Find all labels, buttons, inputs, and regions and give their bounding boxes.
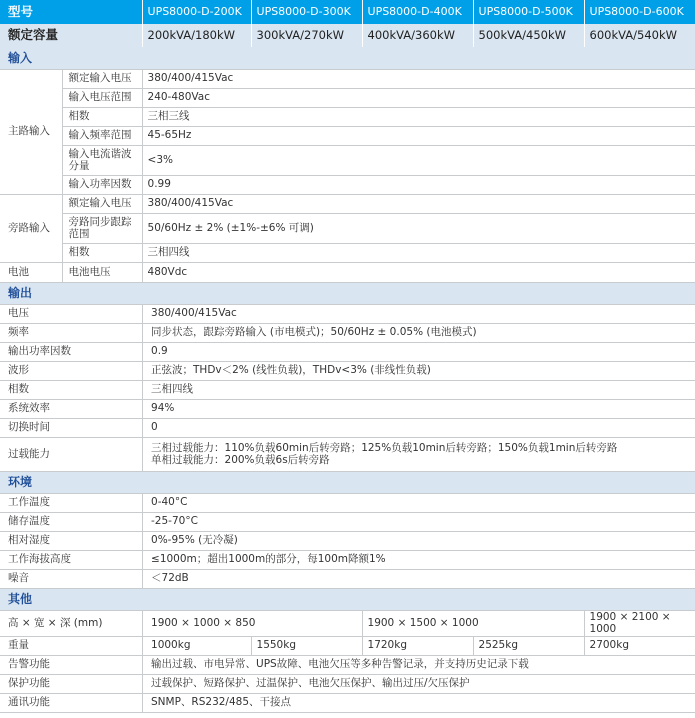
capacity-value: 400kVA/360kW (362, 24, 473, 47)
model-name: UPS8000-D-400K (362, 0, 473, 24)
weight-value: 2525kg (473, 636, 584, 655)
spec-value: 0 (146, 418, 695, 437)
spec-label: 噪音 (0, 569, 142, 588)
table-row (0, 610, 695, 636)
dimension-value: 1900 × 2100 × 1000 (584, 610, 695, 636)
spec-label: 重量 (0, 636, 142, 655)
table-row (0, 531, 695, 550)
spec-label: 保护功能 (0, 674, 142, 693)
model-header-label: 型号 (0, 0, 142, 24)
spec-label: 相数 (0, 380, 142, 399)
spec-value: 380/400/415Vac (142, 194, 695, 213)
spec-label: 额定输入电压 (62, 194, 142, 213)
spec-value: 正弦波；THDv＜2% (线性负载)，THDv<3% (非线性负载) (146, 361, 695, 380)
section-title: 其他 (0, 588, 695, 610)
table-row (0, 437, 695, 471)
section-title: 环境 (0, 471, 695, 493)
spec-label: 输出功率因数 (0, 342, 142, 361)
table-row (0, 693, 695, 712)
spec-label: 输入电流谐波分量 (62, 145, 142, 175)
spec-value: 480Vdc (142, 262, 695, 282)
table-row (0, 175, 695, 194)
section-title: 输出 (0, 282, 695, 304)
table-row (0, 126, 695, 145)
table-row (0, 361, 695, 380)
spec-value: 过载保护、短路保护、过温保护、电池欠压保护、输出过压/欠压保护 (146, 674, 695, 693)
spec-value: 0.9 (146, 342, 695, 361)
spec-value: 380/400/415Vac (142, 69, 695, 88)
spec-label: 相对湿度 (0, 531, 142, 550)
section-title: 输入 (0, 47, 695, 69)
table-row (0, 88, 695, 107)
spec-label: 工作海拔高度 (0, 550, 142, 569)
table-row (0, 418, 695, 437)
model-name: UPS8000-D-600K (584, 0, 695, 24)
model-header-row (0, 0, 695, 24)
spec-value: ≤1000m；超出1000m的部分，每100m降额1% (146, 550, 695, 569)
spec-label: 输入频率范围 (62, 126, 142, 145)
spec-label: 频率 (0, 323, 142, 342)
section-input (0, 47, 695, 69)
capacity-row (0, 24, 695, 47)
spec-label: 高 × 宽 × 深 (mm) (0, 610, 142, 636)
capacity-value: 200kVA/180kW (142, 24, 251, 47)
spec-value: 同步状态，跟踪旁路输入 (市电模式)；50/60Hz ± 0.05% (电池模式) (146, 323, 695, 342)
model-name: UPS8000-D-500K (473, 0, 584, 24)
spec-label: 电池电压 (62, 262, 142, 282)
spec-value: <3% (142, 145, 695, 175)
table-row (0, 69, 695, 88)
table-row (0, 399, 695, 418)
section-other (0, 588, 695, 610)
spec-label: 相数 (62, 107, 142, 126)
spec-label: 工作温度 (0, 493, 142, 512)
spec-value: -25-70°C (146, 512, 695, 531)
table-row (0, 304, 695, 323)
weight-value: 1000kg (146, 636, 251, 655)
spec-label: 额定输入电压 (62, 69, 142, 88)
spec-label: 储存温度 (0, 512, 142, 531)
table-row (0, 243, 695, 262)
spec-label: 系统效率 (0, 399, 142, 418)
section-output (0, 282, 695, 304)
spec-label: 通讯功能 (0, 693, 142, 712)
table-row (0, 323, 695, 342)
spec-label: 旁路同步跟踪范围 (62, 213, 142, 243)
spec-value: 三相四线 (142, 243, 695, 262)
spec-label: 过载能力 (0, 437, 142, 471)
dimension-value: 1900 × 1500 × 1000 (362, 610, 584, 636)
spec-value: 三相四线 (146, 380, 695, 399)
spec-label: 输入电压范围 (62, 88, 142, 107)
spec-value: 45-65Hz (142, 126, 695, 145)
spec-label: 输入功率因数 (62, 175, 142, 194)
dimension-value: 1900 × 1000 × 850 (146, 610, 362, 636)
table-row (0, 674, 695, 693)
table-row (0, 655, 695, 674)
spec-label: 波形 (0, 361, 142, 380)
spec-value: 240-480Vac (142, 88, 695, 107)
spec-label: 告警功能 (0, 655, 142, 674)
overload-line: 三相过载能力：110%负载60min后转旁路；125%负载10min后转旁路；150%负载1min后转旁路 (151, 441, 618, 454)
section-environment (0, 471, 695, 493)
model-name: UPS8000-D-300K (251, 0, 362, 24)
table-row (0, 493, 695, 512)
spec-value: 输出过载、市电异常、UPS故障、电池欠压等多种告警记录，并支持历史记录下载 (146, 655, 695, 674)
table-row (0, 213, 695, 243)
spec-value: 0-40°C (146, 493, 695, 512)
spec-value: 380/400/415Vac (146, 304, 695, 323)
spec-value: 0.99 (142, 175, 695, 194)
spec-value: 0%-95% (无冷凝) (146, 531, 695, 550)
model-name: UPS8000-D-200K (142, 0, 251, 24)
capacity-value: 600kVA/540kW (584, 24, 695, 47)
table-row (0, 262, 695, 282)
capacity-label: 额定容量 (0, 24, 142, 47)
group-label-bypass-input: 旁路输入 (0, 194, 62, 262)
table-row (0, 342, 695, 361)
spec-label: 相数 (62, 243, 142, 262)
overload-line: 单相过载能力：200%负载6s后转旁路 (151, 454, 330, 466)
table-row (0, 569, 695, 588)
group-label-main-input: 主路输入 (0, 69, 62, 194)
capacity-value: 300kVA/270kW (251, 24, 362, 47)
capacity-value: 500kVA/450kW (473, 24, 584, 47)
spec-value: ＜72dB (146, 569, 695, 588)
table-row (0, 550, 695, 569)
spec-value: SNMP、RS232/485、干接点 (146, 693, 695, 712)
overload-value (146, 437, 695, 471)
weight-value: 1550kg (251, 636, 362, 655)
group-label-battery: 电池 (0, 262, 62, 282)
spec-value: 94% (146, 399, 695, 418)
weight-value: 2700kg (584, 636, 695, 655)
table-row (0, 107, 695, 126)
spec-label: 电压 (0, 304, 142, 323)
spec-label: 切换时间 (0, 418, 142, 437)
spec-value: 三相三线 (142, 107, 695, 126)
spec-value: 50/60Hz ± 2% (±1%-±6% 可调) (142, 213, 695, 243)
weight-value: 1720kg (362, 636, 473, 655)
table-row (0, 194, 695, 213)
table-row (0, 636, 695, 655)
table-row (0, 380, 695, 399)
table-row (0, 512, 695, 531)
table-row (0, 145, 695, 175)
